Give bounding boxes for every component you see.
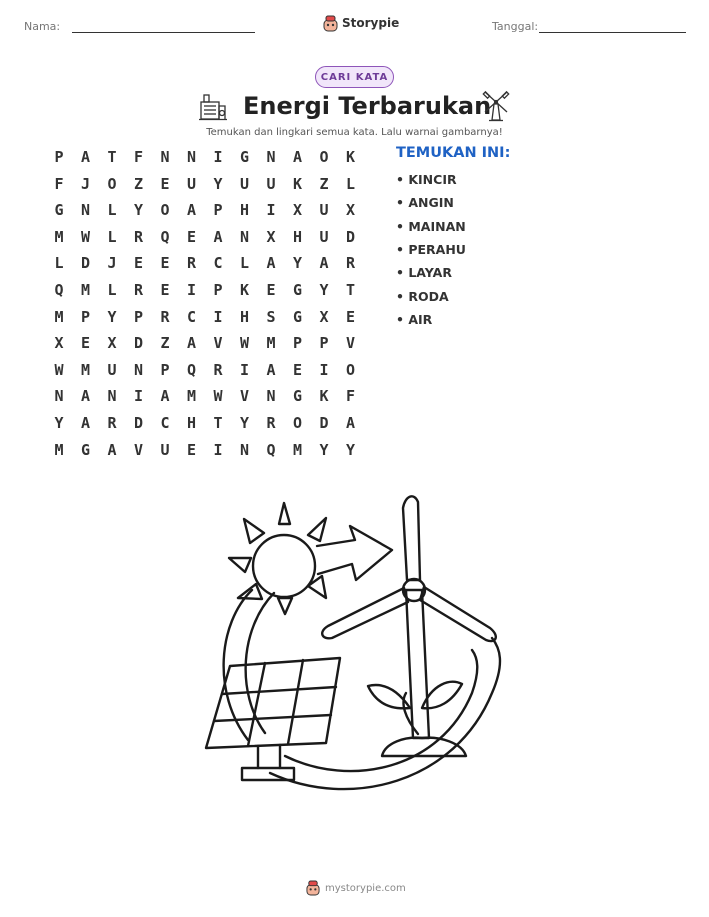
instructions: Temukan dan lingkari semua kata. Lalu warnai gambarnya!: [206, 127, 503, 138]
grid-letter[interactable]: A: [266, 360, 276, 379]
grid-letter[interactable]: M: [292, 440, 303, 459]
grid-letter[interactable]: L: [239, 254, 250, 273]
grid-letter[interactable]: L: [107, 281, 117, 299]
grid-letter[interactable]: H: [186, 414, 197, 432]
grid-letter[interactable]: V: [213, 334, 223, 353]
energy-arrow: [317, 526, 392, 580]
grid-letter[interactable]: P: [319, 334, 329, 353]
grid-letter[interactable]: R: [133, 281, 144, 299]
renewable-energy-illustration[interactable]: [200, 488, 510, 800]
word-item: • RODA: [396, 289, 449, 304]
grid-letter[interactable]: N: [107, 387, 117, 406]
grid-letter[interactable]: V: [239, 387, 250, 406]
grid-letter[interactable]: W: [239, 334, 250, 353]
grid-letter[interactable]: G: [292, 307, 303, 326]
grid-letter[interactable]: G: [292, 281, 303, 299]
grid-letter[interactable]: A: [186, 201, 197, 220]
footer-url: mystorypie.com: [325, 882, 406, 894]
grid-letter[interactable]: F: [345, 387, 356, 406]
grid-letter[interactable]: E: [345, 307, 356, 326]
grid-letter[interactable]: Y: [292, 254, 303, 273]
grid-letter[interactable]: O: [319, 148, 329, 166]
grid-letter[interactable]: R: [133, 227, 144, 246]
grid-letter[interactable]: W: [54, 360, 64, 379]
grid-letter[interactable]: A: [266, 254, 276, 273]
grid-letter[interactable]: E: [186, 227, 197, 246]
grid-letter[interactable]: I: [186, 281, 197, 299]
grid-letter[interactable]: U: [239, 174, 250, 193]
sun-ray: [244, 519, 264, 543]
grid-letter[interactable]: U: [186, 174, 197, 193]
name-line[interactable]: [72, 32, 255, 33]
grid-letter[interactable]: Y: [213, 174, 223, 193]
grid-letter[interactable]: O: [292, 414, 303, 432]
grid-letter[interactable]: E: [133, 254, 144, 273]
sun-ray: [229, 558, 251, 572]
grid-letter[interactable]: T: [345, 281, 356, 299]
grid-letter[interactable]: X: [266, 227, 276, 246]
grid-letter[interactable]: N: [80, 201, 91, 220]
grid-letter[interactable]: D: [133, 334, 144, 353]
grid-letter[interactable]: N: [186, 148, 197, 166]
word-item: • MAINAN: [396, 219, 466, 234]
grid-letter[interactable]: A: [292, 148, 303, 166]
grid-letter[interactable]: I: [213, 307, 223, 326]
grid-letter[interactable]: A: [213, 227, 223, 246]
grid-letter[interactable]: C: [160, 414, 170, 432]
grid-letter[interactable]: E: [160, 174, 170, 193]
grid-letter[interactable]: E: [160, 281, 170, 299]
grid-letter[interactable]: A: [345, 414, 356, 432]
date-label: Tanggal:: [492, 20, 539, 33]
grid-letter[interactable]: H: [239, 307, 250, 326]
grid-letter[interactable]: E: [292, 360, 303, 379]
grid-letter[interactable]: G: [54, 201, 64, 220]
grid-letter[interactable]: M: [54, 440, 64, 459]
grid-letter[interactable]: A: [80, 414, 91, 432]
word-item: • ANGIN: [396, 195, 454, 210]
turbine-blade: [403, 496, 420, 580]
grid-letter[interactable]: L: [54, 254, 64, 273]
grid-letter[interactable]: E: [80, 334, 91, 353]
grid-letter[interactable]: A: [80, 387, 91, 406]
grid-letter[interactable]: P: [213, 281, 223, 299]
grid-letter[interactable]: Y: [319, 440, 329, 459]
grid-letter[interactable]: R: [160, 307, 170, 326]
turbine-tower: [406, 590, 429, 738]
grid-letter[interactable]: R: [213, 360, 223, 379]
grid-letter[interactable]: K: [292, 174, 303, 193]
activity-badge: CARI KATA: [315, 66, 394, 88]
grid-letter[interactable]: G: [80, 440, 91, 459]
grid-letter[interactable]: M: [80, 360, 91, 379]
grid-letter[interactable]: Y: [133, 201, 144, 220]
storypie-mascot-icon: [323, 15, 338, 32]
grid-letter[interactable]: A: [186, 334, 197, 353]
grid-letter[interactable]: W: [213, 387, 223, 406]
grid-letter[interactable]: S: [266, 307, 276, 326]
grid-letter[interactable]: K: [239, 281, 250, 299]
page-title: Energi Terbarukan: [243, 92, 492, 120]
panel-base: [242, 768, 294, 780]
grid-letter[interactable]: M: [266, 334, 276, 353]
grid-letter[interactable]: X: [292, 201, 303, 220]
grid-letter[interactable]: A: [107, 440, 117, 459]
grid-letter[interactable]: P: [213, 201, 223, 220]
title-row: [0, 90, 709, 126]
sun: [253, 535, 315, 597]
grid-letter[interactable]: I: [213, 440, 223, 459]
grid-letter[interactable]: Z: [133, 174, 144, 193]
grid-letter[interactable]: W: [80, 227, 91, 246]
grid-letter[interactable]: F: [54, 174, 64, 193]
grid-letter[interactable]: J: [107, 254, 117, 273]
grid-letter[interactable]: X: [345, 201, 356, 220]
word-item: • KINCIR: [396, 172, 457, 187]
grid-letter[interactable]: D: [133, 414, 144, 432]
grid-letter[interactable]: V: [345, 334, 356, 353]
factory-icon: [198, 92, 228, 122]
grid-letter[interactable]: N: [266, 148, 276, 166]
grid-letter[interactable]: P: [80, 307, 91, 326]
grid-letter[interactable]: Z: [319, 174, 329, 193]
grid-letter[interactable]: N: [266, 387, 276, 406]
grid-letter[interactable]: F: [133, 148, 144, 166]
turbine-blade: [322, 588, 408, 638]
grid-letter[interactable]: Y: [319, 281, 329, 299]
grid-letter[interactable]: M: [186, 387, 197, 406]
word-item: • AIR: [396, 312, 433, 327]
grid-letter[interactable]: D: [319, 414, 329, 432]
word-item: • PERAHU: [396, 242, 466, 257]
grid-letter[interactable]: I: [319, 360, 329, 379]
grid-letter[interactable]: O: [160, 201, 170, 220]
grid-letter[interactable]: U: [319, 227, 329, 246]
grid-letter[interactable]: Q: [186, 360, 197, 379]
grid-letter[interactable]: M: [54, 307, 64, 326]
brand-logo: [323, 14, 399, 32]
brand-name: Storypie: [342, 16, 400, 30]
grid-letter[interactable]: E: [186, 440, 197, 459]
grid-letter[interactable]: Y: [345, 440, 356, 459]
grid-letter[interactable]: R: [345, 254, 356, 273]
panel-post: [258, 745, 280, 768]
grid-letter[interactable]: A: [80, 148, 91, 166]
grid-letter[interactable]: K: [345, 148, 356, 166]
grid-letter[interactable]: I: [213, 148, 223, 166]
grid-letter[interactable]: D: [345, 227, 356, 246]
grid-letter[interactable]: H: [292, 227, 303, 246]
name-label: Nama:: [24, 20, 61, 33]
grid-letter[interactable]: G: [292, 387, 303, 406]
grid-letter[interactable]: G: [239, 148, 250, 166]
grid-letter[interactable]: E: [160, 254, 170, 273]
grid-letter[interactable]: L: [107, 227, 117, 246]
grid-letter[interactable]: X: [54, 334, 64, 353]
grid-letter[interactable]: E: [266, 281, 276, 299]
grid-letter[interactable]: Y: [54, 414, 64, 432]
grid-letter[interactable]: N: [239, 227, 250, 246]
grid-letter[interactable]: V: [133, 440, 144, 459]
footer: [306, 880, 406, 896]
grid-letter[interactable]: C: [186, 307, 197, 326]
grid-letter[interactable]: L: [345, 174, 356, 193]
sun-ray: [308, 518, 326, 541]
grid-letter[interactable]: J: [80, 174, 91, 193]
grid-letter[interactable]: M: [80, 281, 91, 299]
grid-letter[interactable]: Q: [266, 440, 276, 459]
find-list-title: TEMUKAN INI:: [396, 145, 511, 161]
grid-letter[interactable]: H: [239, 201, 250, 220]
grid-letter[interactable]: P: [133, 307, 144, 326]
grid-letter[interactable]: R: [266, 414, 276, 432]
grid-letter[interactable]: A: [319, 254, 329, 273]
grid-letter[interactable]: N: [54, 387, 64, 406]
grid-letter[interactable]: P: [54, 148, 64, 166]
grid-letter[interactable]: U: [160, 440, 170, 459]
grid-letter[interactable]: Q: [160, 227, 170, 246]
grid-letter[interactable]: L: [107, 201, 117, 220]
grid-letter[interactable]: C: [213, 254, 223, 273]
grid-letter[interactable]: R: [186, 254, 197, 273]
turbine-blade: [420, 587, 496, 641]
grid-letter[interactable]: P: [292, 334, 303, 353]
grid-letter[interactable]: O: [107, 174, 117, 193]
grid-letter[interactable]: Y: [107, 307, 117, 326]
grid-letter[interactable]: U: [266, 174, 276, 193]
grid-letter[interactable]: N: [133, 360, 144, 379]
windmill-icon: [481, 90, 511, 122]
date-line[interactable]: [539, 32, 686, 33]
grid-letter[interactable]: Y: [239, 414, 250, 432]
grid-letter[interactable]: P: [160, 360, 170, 379]
grid-letter[interactable]: A: [160, 387, 170, 406]
grid-letter[interactable]: N: [239, 440, 250, 459]
solar-panel: [206, 658, 340, 748]
grid-letter[interactable]: Q: [54, 281, 64, 299]
grid-letter[interactable]: M: [54, 227, 64, 246]
grid-letter[interactable]: U: [107, 360, 117, 379]
grid-letter[interactable]: N: [160, 148, 170, 166]
grid-letter[interactable]: I: [239, 360, 250, 379]
grid-letter[interactable]: X: [107, 334, 117, 353]
sun-ray: [279, 503, 290, 524]
grid-letter[interactable]: Z: [160, 334, 170, 353]
grid-letter[interactable]: D: [80, 254, 91, 273]
grid-letter[interactable]: K: [319, 387, 329, 406]
grid-letter[interactable]: O: [345, 360, 356, 379]
grid-letter[interactable]: U: [319, 201, 329, 220]
grid-letter[interactable]: T: [213, 414, 223, 432]
grid-letter[interactable]: R: [107, 414, 117, 432]
grid-letter[interactable]: I: [133, 387, 144, 406]
grid-letter[interactable]: T: [107, 148, 117, 166]
word-item: • LAYAR: [396, 265, 452, 280]
grid-letter[interactable]: I: [266, 201, 276, 220]
sun-ray: [278, 598, 292, 614]
grid-letter[interactable]: X: [319, 307, 329, 326]
storypie-mascot-icon: [306, 880, 320, 896]
